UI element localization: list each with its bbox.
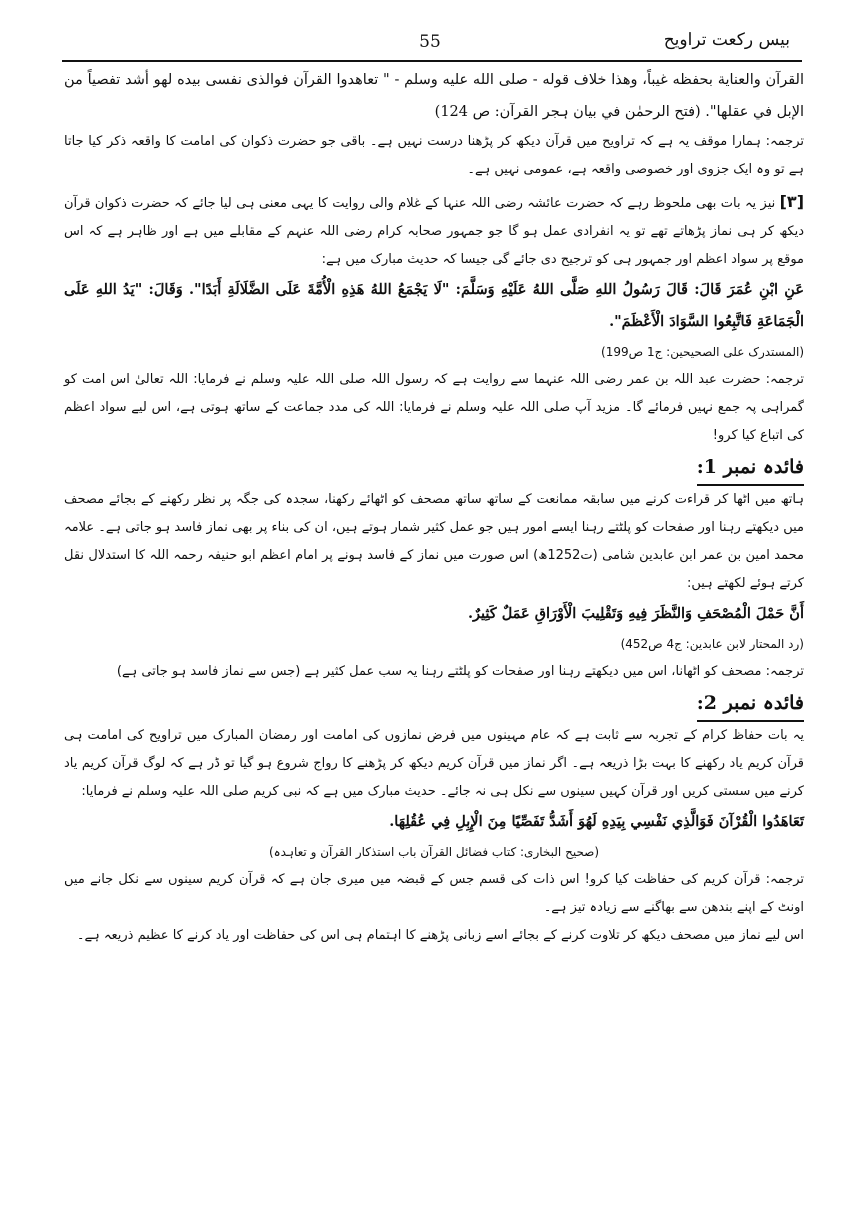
hadith-ibn-umar: عَنِ ابْنِ عُمَرَ قَالَ: قَالَ رَسُولُ اللهِ صَلَّى اللهُ عَلَيْهِ وَسَلَّمَ: "لَا يَجْمَعُ اللهُ هَذِهِ الْأُمَّةَ عَلَى الضَّلَالَةِ أَبَدًا". وَقَالَ: "يَدُ اللهِ عَلَى الْجَمَاعَةِ فَاتَّبِعُوا السَّوَادَ الْأَعْظَمَ". — [64, 281, 804, 330]
page-content — [64, 64, 804, 950]
running-title: بیس رکعت تراویح — [663, 30, 790, 50]
page-header — [70, 30, 790, 58]
translation-paragraph-3: ترجمہ: مصحف کو اٹھانا، اس میں دیکھتے رہنا اور صفحات کو پلٹتے رہنا یہ سب عمل کثیر ہے (جس سے نماز فاسد ہو جاتی ہے) — [116, 664, 804, 679]
hadith-bukhari: تَعَاهَدُوا الْقُرْآنَ فَوَالَّذِي نَفْسِي بِيَدِهِ لَهُوَ أَشَدُّ تَفَصِّيًا مِنَ الْإِبِلِ فِي عُقُلِهَا. — [389, 813, 804, 830]
arabic-quote-ibn-abidin: أَنَّ حَمْلَ الْمُصْحَفِ وَالنَّظَرَ فِيهِ وَتَقْلِيبَ الْأَوْرَاقِ عَمَلٌ كَثِيرٌ. — [467, 605, 804, 622]
reference-mustadrak: (المستدرک علی الصحیحین: ج1 ص199) — [601, 345, 804, 359]
benefit-2-heading: فائدہ نمبر 2: — [697, 686, 804, 722]
point-3-text: نیز یہ بات بھی ملحوظ رہے کہ حضرت عائشہ رضی اللہ عنہا کے غلام والی روایت کا یہی معنی ہی لیا جائے کہ حضرت ذکوان قرآن دیکھ کر ہی نماز پڑھاتے تھے تو یہ انفرادی عمل ہو گا جو جمہور صحابہ کرام رضی اللہ عنہم کے مقابلے میں ہے اور ظاہر ہے کہ اس موقع پر سواد اعظم اور جمہور ہی کو ترجیح دی جائے گی جیسا کہ حدیث مبارک میں ہے: — [64, 196, 804, 267]
benefit-2-paragraph: یہ بات حفاظ کرام کے تجربہ سے ثابت ہے کہ عام مہینوں میں فرض نمازوں کی امامت اور رمضان المبارک میں تراویح کی امامت ہی قرآن کریم یاد رکھنے کا بہت بڑا ذریعہ ہے۔ اگر نماز میں قرآن کریم دیکھ کر پڑھنے کا رواج شروع ہو گیا تو ڈر ہے کہ لوگ قرآن کریم یاد کرنے میں سستی کریں اور قرآن کہیں سینوں سے نکل ہی نہ جائے۔ حدیث مبارک میں ہے کہ نبی کریم صلی اللہ علیہ وسلم نے فرمایا: — [64, 728, 804, 799]
point-3-paragraph — [64, 188, 804, 274]
page-number: 55 — [419, 32, 441, 52]
benefit-1-heading: فائدہ نمبر 1: — [697, 450, 804, 486]
arabic-quote-intro: القرآن والعناية بحفظه غيباً، وهذا خلاف قوله - صلى الله عليه وسلم - " تعاهدوا القرآن فوالذى نفسى بيده لهو أشد تفصياً من الإبل في عقلها". (فتح الرحمٰن في بيان ہجر القرآن: ص 124) — [64, 72, 804, 120]
benefit-1-paragraph: ہاتھ میں اٹھا کر قراءت کرنے میں سابقہ ممانعت کے ساتھ ساتھ مصحف کو اٹھائے رکھنا، سجدہ کی جگہ پر نظر رکھنے کے بجائے مصحف میں دیکھتے رہنا اور صفحات کو پلٹتے رہنا ایسے امور ہیں جو عمل کثیر شمار ہوتے ہیں، ان کی بناء پر بھی نماز فاسد ہو جاتی ہے۔ علامہ محمد امین بن عمر ابن عابدین شامی (ت1252ھ) اس صورت میں نماز کے فاسد ہونے پر امام اعظم ابو حنیفہ رحمہ اللہ کا استدلال نقل کرتے ہوئے لکھتے ہیں: — [64, 492, 804, 591]
header-divider — [62, 60, 802, 62]
reference-bukhari: (صحیح البخاری: کتاب فضائل القرآن باب استذکار القرآن و تعاہدہ) — [268, 845, 600, 859]
conclusion-paragraph: اس لیے نماز میں مصحف دیکھ کر تلاوت کرنے کے بجائے اسے زبانی پڑھنے کا اہتمام ہی اس کی حفاظت اور یاد کرنے کا عظیم ذریعہ ہے۔ — [76, 928, 804, 943]
translation-paragraph-4: ترجمہ: قرآن کریم کی حفاظت کیا کرو! اس ذات کی قسم جس کے قبضہ میں میری جان ہے کہ قرآن کریم سینوں سے نکل جانے میں اونٹ کے اپنے بندھن سے بھاگنے سے زیادہ تیز ہے۔ — [64, 872, 804, 915]
reference-radd-al-muhtar: (رد المحتار لابن عابدین: ج4 ص452) — [620, 637, 804, 651]
translation-paragraph-2: ترجمہ: حضرت عبد اللہ بن عمر رضی اللہ عنہما سے روایت ہے کہ رسول اللہ صلی اللہ علیہ وسلم نے فرمایا: اللہ تعالیٰ اس امت کو گمراہی پہ جمع نہیں فرمائے گا۔ مزید آپ صلی اللہ علیہ وسلم نے فرمایا: اللہ کی مدد جماعت کے ساتھ ہوتی ہے، اس لیے سواد اعظم کی اتباع کیا کرو! — [64, 372, 804, 443]
point-marker: [۳] — [779, 192, 804, 211]
translation-paragraph-1: ترجمہ: ہمارا موقف یہ ہے کہ تراویح میں قرآن دیکھ کر پڑھنا درست نہیں ہے۔ باقی جو حضرت ذکوان کی امامت کا واقعہ ذکر کیا جاتا ہے تو وہ ایک جزوی اور خصوصی واقعہ ہے، عمومی نہیں ہے۔ — [64, 134, 804, 177]
